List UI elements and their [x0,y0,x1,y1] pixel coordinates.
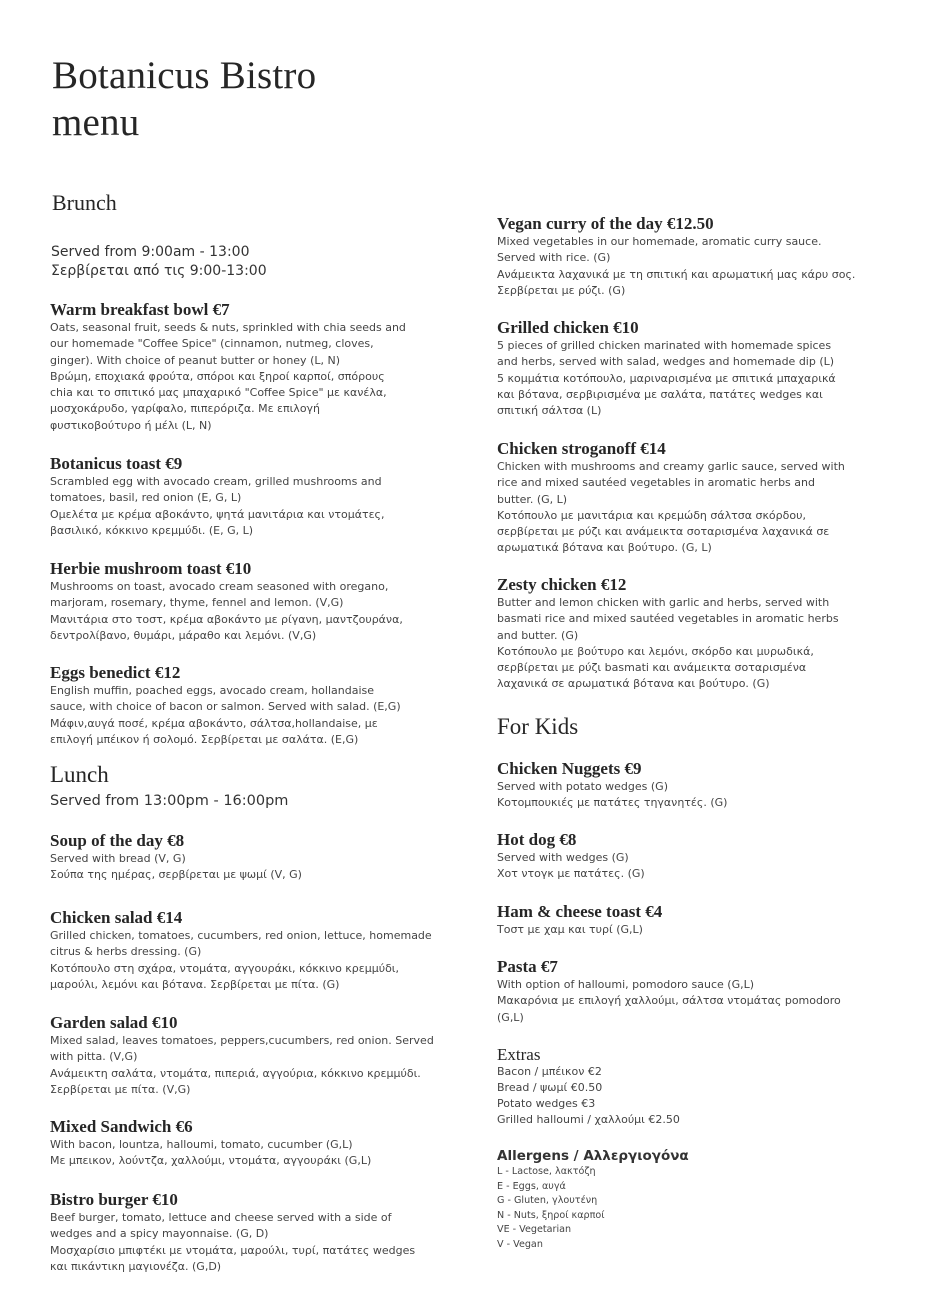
item-desc-line: μαρούλι, λεμόνι και βότανα. Σερβίρεται με πίτα. (G) [50,977,340,991]
item-desc-line: Μάφιν,αυγά ποσέ, κρέμα αβοκάντο, σάλτσα,hollandaise, με [50,716,378,730]
item-desc-line: και βότανα, σερβιρισμένα με σαλάτα, πατάτες wedges και [497,387,823,401]
menu-item-botanicus-toast [50,454,385,539]
allergen-entry: N - Nuts, ξηροί καρποί [497,1209,605,1221]
item-desc-line: αρωματικά βότανα και βούτυρο. (G, L) [497,541,712,555]
item-desc-line: Τοστ με χαμ και τυρί (G,L) [497,923,643,936]
allergen-entry: V - Vegan [497,1238,543,1250]
menu-item-warm-breakfast-bowl [50,300,406,434]
item-desc-line: English muffin, poached eggs, avocado cream, hollandaise [50,684,375,697]
brunch-served-gr: Σερβίρεται από τις 9:00-13:00 [51,263,267,279]
item-name: Chicken stroganoff €14 [497,439,666,458]
allergen-entry: VE - Vegetarian [497,1224,572,1235]
item-name: Chicken Nuggets €9 [497,759,642,778]
item-desc-line: Μακαρόνια με επιλογή χαλλούμι, σάλτσα ντομάτας pomodoro [497,994,841,1008]
item-desc-line: our homemade "Coffee Spice" (cinnamon, nutmeg, cloves, [50,337,374,351]
allergen-entry: L - Lactose, λακτόζη [497,1166,596,1177]
section-title-brunch: Brunch [52,190,117,215]
menu-item-chicken-salad [50,908,432,993]
menu-item-soup-of-the-day [50,831,302,884]
menu-item-eggs-benedict [50,663,401,748]
item-name: Chicken salad €14 [50,908,183,927]
item-desc-line: Mushrooms on toast, avocado cream seasoned with oregano, [50,580,389,593]
item-desc-line: Beef burger, tomato, lettuce and cheese served with a side of [50,1211,392,1224]
item-name: Vegan curry of the day €12.50 [497,214,714,233]
item-name: Soup of the day €8 [50,831,185,850]
lunch-served-en: Served from 13:00pm - 16:00pm [50,793,289,809]
item-desc-line: Butter and lemon chicken with garlic and herbs, served with [497,596,830,609]
item-desc-line: Ανάμεικτα λαχανικά με τη σπιτική και αρωματική μας κάρυ σος. [497,267,856,281]
item-desc-line: Μανιτάρια στο τοστ, κρέμα αβοκάντο με ρίγανη, μαντζουράνα, [50,612,403,626]
item-desc-line: tomatoes, basil, red onion (E, G, L) [50,491,242,505]
item-desc-line: σερβίρεται με ρύζι και ανάμεικτα σοταρισμένα λαχανικά σε [497,525,830,539]
item-desc-line: Ομελέτα με κρέμα αβοκάντο, ψητά μανιτάρια και ντομάτες, [50,507,385,521]
item-desc-line: rice and mixed sautéed vegetables in aromatic herbs and [497,476,815,490]
item-desc-line: Served with potato wedges (G) [497,780,668,793]
extra-item: Bread / ψωμί €0.50 [497,1081,603,1094]
item-name: Hot dog €8 [497,830,577,849]
item-desc-line: Σερβίρεται με ρύζι. (G) [497,283,626,297]
menu-title [52,52,316,146]
item-desc-line: (G,L) [497,1010,524,1024]
item-desc-line: chia και το σπιτικό μας μπαχαρικό "Coffee Spice" με κανέλα, [50,386,387,400]
item-desc-line: Βρώμη, εποχιακά φρούτα, σπόροι και ξηροί καρποί, σπόρους [50,369,385,383]
item-desc-line: Served with wedges (G) [497,851,629,864]
item-desc-line: λαχανικά σε αρωματικά βότανα και βούτυρο. (G) [497,677,770,691]
extra-item: Bacon / μπέικον €2 [497,1065,602,1078]
item-desc-line: With option of halloumi, pomodoro sauce (G,L) [497,978,755,991]
menu-title-line2: menu [52,101,140,144]
item-desc-line: Μοσχαρίσιο μπιφτέκι με ντομάτα, μαρούλι, τυρί, πατάτες wedges [50,1243,416,1257]
item-desc-line: σπιτική σάλτσα (L) [497,404,602,418]
item-desc-line: Grilled chicken, tomatoes, cucumbers, red onion, lettuce, homemade [50,929,432,942]
item-desc-line: Κοτόπουλο με βούτυρο και λεμόνι, σκόρδο και μυρωδικά, [497,644,814,658]
item-name: Herbie mushroom toast €10 [50,559,252,578]
item-desc-line: δεντρολίβανο, θυμάρι, μάραθο και λεμόνι. (V,G) [50,628,317,642]
item-desc-line: Ανάμεικτη σαλάτα, ντομάτα, πιπεριά, αγγούρια, κόκκινο κρεμμύδι. [50,1066,421,1080]
brunch-served-en: Served from 9:00am - 13:00 [51,244,250,260]
item-desc-line: 5 κομμάτια κοτόπουλο, μαριναρισμένα με σπιτικά μπαχαρικά [497,371,836,385]
allergens-title: Allergens / Αλλεργιογόνα [497,1148,689,1164]
menu-item-ham-cheese-toast [497,902,662,938]
item-desc-line: marjoram, rosemary, thyme, fennel and lemon. (V,G) [50,596,344,610]
menu-item-bistro-burger [50,1190,415,1275]
item-desc-line: citrus & herbs dressing. (G) [50,945,202,959]
menu-item-vegan-curry [497,214,855,299]
item-name: Grilled chicken €10 [497,318,639,337]
item-desc-line: Κοτομπουκιές με πατάτες τηγανητές. (G) [497,796,728,810]
item-desc-line: wedges and a spicy mayonnaise. (G, D) [50,1227,269,1241]
item-desc-line: Served with bread (V, G) [50,852,186,865]
item-desc-line: Mixed vegetables in our homemade, aromatic curry sauce. [497,235,822,248]
allergen-entry: E - Eggs, αυγά [497,1180,566,1192]
item-desc-line: Κοτόπουλο στη σχάρα, ντομάτα, αγγουράκι, κόκκινο κρεμμύδι, [50,961,400,975]
allergens-section [497,1147,689,1252]
section-title-lunch: Lunch [50,762,109,787]
item-desc-line: Oats, seasonal fruit, seeds & nuts, sprinkled with chia seeds and [50,321,406,334]
item-desc-line: και πικάντικη μαγιονέζα. (G,D) [50,1259,222,1273]
item-name: Garden salad €10 [50,1013,178,1032]
item-name: Pasta €7 [497,957,558,976]
menu-item-pasta [497,957,841,1026]
item-name: Eggs benedict €12 [50,663,181,682]
item-desc-line: Served with rice. (G) [497,251,611,265]
menu-item-herbie-mushroom-toast [50,559,403,644]
item-desc-line: and herbs, served with salad, wedges and homemade dip (L) [497,355,835,369]
item-desc-line: Κοτόπουλο με μανιτάρια και κρεμώδη σάλτσα σκόρδου, [497,508,806,522]
item-desc-line: Scrambled egg with avocado cream, grilled mushrooms and [50,475,382,488]
menu-item-mixed-sandwich [50,1117,371,1170]
item-desc-line: basmati rice and mixed sautéed vegetables in aromatic herbs [497,612,839,626]
item-name: Bistro burger €10 [50,1190,178,1209]
item-desc-line: ginger). With choice of peanut butter or honey (L, N) [50,353,340,367]
item-desc-line: Σούπα της ημέρας, σερβίρεται με ψωμί (V, G) [50,868,302,882]
item-desc-line: φυστικοβούτυρο ή μέλι (L, N) [50,418,212,432]
section-title-for-kids: For Kids [497,714,579,739]
extras-title: Extras [497,1045,541,1064]
item-desc-line: butter. (G, L) [497,492,568,506]
item-name: Mixed Sandwich €6 [50,1117,193,1136]
allergen-entry: G - Gluten, γλουτένη [497,1195,598,1206]
extra-item: Potato wedges €3 [497,1097,596,1110]
extra-item: Grilled halloumi / χαλλούμι €2.50 [497,1113,680,1126]
item-desc-line: Mixed salad, leaves tomatoes, peppers,cucumbers, red onion. Served [50,1034,434,1047]
menu-item-garden-salad [50,1013,434,1098]
menu-title-line1: Botanicus Bistro [52,54,317,97]
menu-item-chicken-stroganoff [497,439,845,557]
item-desc-line: Με μπεικον, λούντζα, χαλλούμι, ντομάτα, αγγουράκι (G,L) [50,1154,372,1168]
item-desc-line: βασιλικό, κόκκινο κρεμμύδι. (E, G, L) [50,523,254,537]
item-name: Zesty chicken €12 [497,575,627,594]
menu-item-hot-dog [497,830,645,883]
item-desc-line: with pitta. (V,G) [50,1050,138,1064]
item-desc-line: sauce, with choice of bacon or salmon. Served with salad. (E,G) [50,700,401,714]
item-name: Warm breakfast bowl €7 [50,300,230,319]
extras-section [497,1045,680,1128]
item-desc-line: and butter. (G) [497,628,579,642]
item-desc-line: Chicken with mushrooms and creamy garlic sauce, served with [497,460,845,473]
menu-item-chicken-nuggets [497,759,727,812]
menu-item-zesty-chicken [497,575,839,693]
menu-item-grilled-chicken [497,318,836,419]
item-desc-line: σερβίρεται με ρύζι basmati και ανάμεικτα σοταρισμένα [497,661,807,675]
item-desc-line: 5 pieces of grilled chicken marinated with homemade spices [497,339,832,352]
item-desc-line: μοσχοκάρυδο, γαρίφαλο, πιπερόριζα. Με επιλογή [50,402,321,416]
item-desc-line: Χοτ ντογκ με πατάτες. (G) [497,867,645,881]
item-name: Ham & cheese toast €4 [497,902,663,921]
item-name: Botanicus toast €9 [50,454,183,473]
item-desc-line: επιλογή μπέικον ή σολομό. Σερβίρεται με σαλάτα. (E,G) [50,732,359,746]
item-desc-line: Σερβίρεται με πίτα. (V,G) [50,1082,191,1096]
item-desc-line: With bacon, lountza, halloumi, tomato, cucumber (G,L) [50,1138,353,1151]
